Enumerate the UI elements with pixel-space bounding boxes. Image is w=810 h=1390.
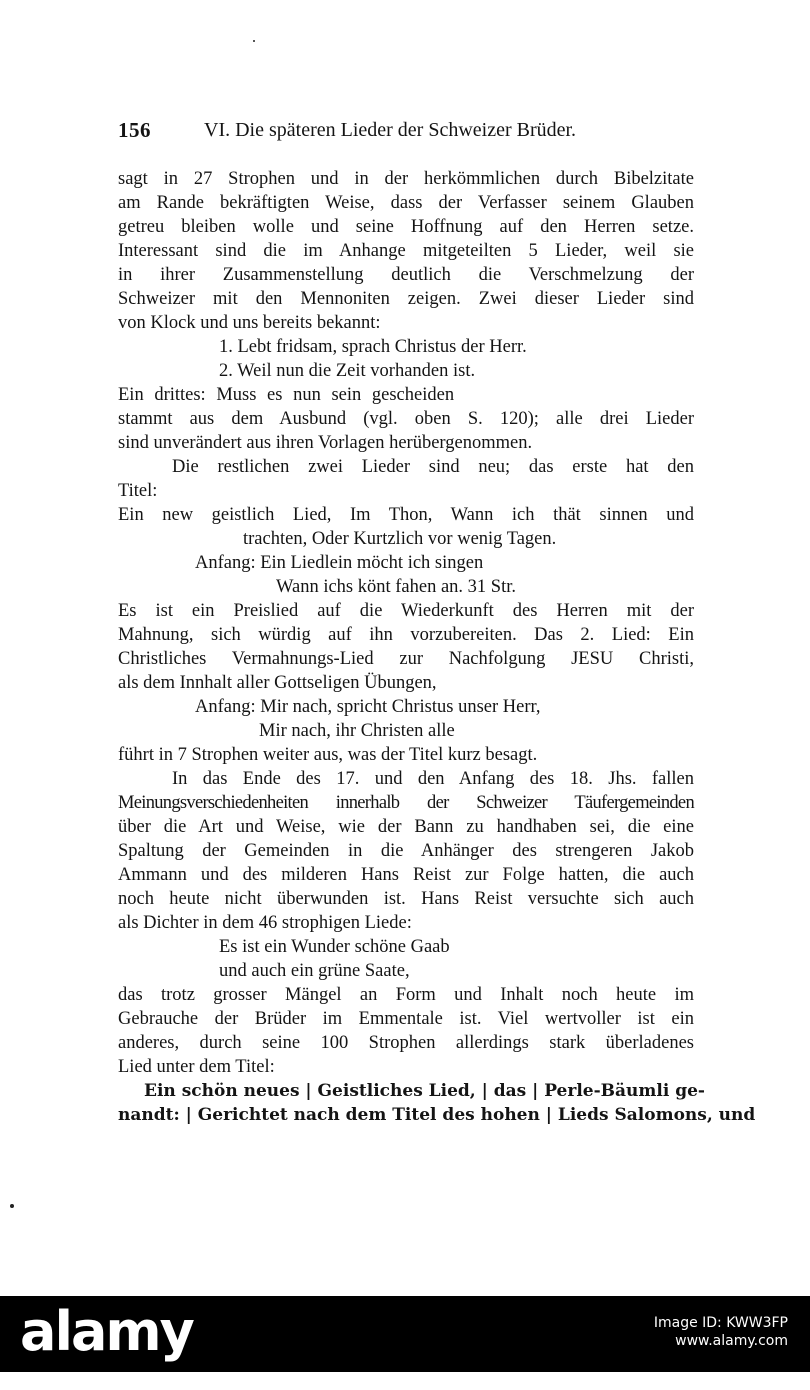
text-line: 2. Weil nun die Zeit vorhanden ist.	[219, 361, 476, 381]
text-line: führt in 7 Strophen weiter aus, was der Titel kurz besagt.	[118, 745, 538, 765]
text-line: Anfang: Ein Liedlein möcht ich singen	[195, 553, 484, 573]
text-line: als dem Innhalt aller Gottseligen Übungen,	[118, 673, 437, 693]
image-id: Image ID: KWW3FP	[653, 1315, 788, 1331]
watermark-url: www.alamy.com	[675, 1333, 788, 1349]
text-line: Wann ichs könt fahen an. 31 Str.	[276, 577, 516, 597]
text-line: Interessant sind die im Anhange mitgeteilten 5 Lieder, weil sie	[118, 241, 694, 261]
scan-speck	[253, 40, 255, 42]
text-line: stammt aus dem Ausbund (vgl. oben S. 120); alle drei Lieder	[118, 409, 694, 429]
text-line: Mir nach, ihr Christen alle	[259, 721, 455, 741]
text-line: In das Ende des 17. und den Anfang des 18. Jhs. fallen	[172, 769, 694, 789]
text-line: sind unverändert aus ihren Vorlagen herübergenommen.	[118, 433, 533, 453]
page-header	[118, 118, 698, 144]
text-line: und auch ein grüne Saate,	[219, 961, 410, 981]
text-line: Gebrauche der Brüder im Emmentale ist. Viel wertvoller ist ein	[118, 1009, 694, 1029]
text-line: noch heute nicht überwunden ist. Hans Reist versuchte sich auch	[118, 889, 694, 909]
text-line: Ein drittes: Muss es nun sein gescheiden	[118, 385, 455, 405]
text-line: Anfang: Mir nach, spricht Christus unser Herr,	[195, 697, 541, 717]
text-line: sagt in 27 Strophen und in der herkömmlichen durch Bibelzitate	[118, 169, 694, 189]
text-line: das trotz grosser Mängel an Form und Inhalt noch heute im	[118, 985, 694, 1005]
page-number: 156	[118, 118, 151, 142]
running-head: VI. Die späteren Lieder der Schweizer Brüder.	[204, 119, 577, 141]
text-line: Ein schön neues | Geistliches Lied, | das | Perle-Bäumli ge-	[144, 1081, 705, 1101]
text-line: am Rande bekräftigten Weise, dass der Verfasser seinem Glauben	[118, 193, 694, 213]
text-line: als Dichter in dem 46 strophigen Liede:	[118, 913, 412, 933]
text-line: Spaltung der Gemeinden in die Anhänger des strengeren Jakob	[118, 841, 694, 861]
text-line: trachten, Oder Kurtzlich vor wenig Tagen.	[243, 529, 557, 549]
text-line: getreu bleiben wolle und seine Hoffnung auf den Herren setze.	[118, 217, 694, 237]
text-line: Ein new geistlich Lied, Im Thon, Wann ich thät sinnen und	[118, 505, 694, 525]
text-line: Titel:	[118, 481, 158, 501]
text-line: nandt: | Gerichtet nach dem Titel des hohen | Lieds Salomons, und	[118, 1105, 756, 1125]
text-line: über die Art und Weise, wie der Bann zu handhaben sei, die eine	[118, 817, 694, 837]
text-line: Lied unter dem Titel:	[118, 1057, 275, 1077]
alamy-logo: alamy	[20, 1300, 193, 1363]
text-line: Mahnung, sich würdig auf ihn vorzubereiten. Das 2. Lied: Ein	[118, 625, 694, 645]
text-line: Die restlichen zwei Lieder sind neu; das erste hat den	[172, 457, 694, 477]
watermark-banner	[0, 1296, 810, 1390]
scan-speck	[10, 1204, 14, 1208]
text-line: Ammann und des milderen Hans Reist zur Folge hatten, die auch	[118, 865, 694, 885]
text-line: Schweizer mit den Mennoniten zeigen. Zwei dieser Lieder sind	[118, 289, 694, 309]
text-line: Christliches Vermahnungs-Lied zur Nachfolgung JESU Christi,	[118, 649, 694, 669]
text-line: in ihrer Zusammenstellung deutlich die Verschmelzung der	[118, 265, 694, 285]
text-line: 1. Lebt fridsam, sprach Christus der Herr.	[219, 337, 527, 357]
watermark-bar	[0, 1296, 810, 1372]
text-line: von Klock und uns bereits bekannt:	[118, 313, 381, 333]
text-line: Meinungsverschiedenheiten innerhalb der Schweizer Täufergemeinden	[118, 793, 694, 813]
text-line: Es ist ein Wunder schöne Gaab	[219, 937, 450, 957]
text-line: anderes, durch seine 100 Strophen allerdings stark überladenes	[118, 1033, 694, 1053]
text-line: Es ist ein Preislied auf die Wiederkunft des Herren mit der	[118, 601, 694, 621]
